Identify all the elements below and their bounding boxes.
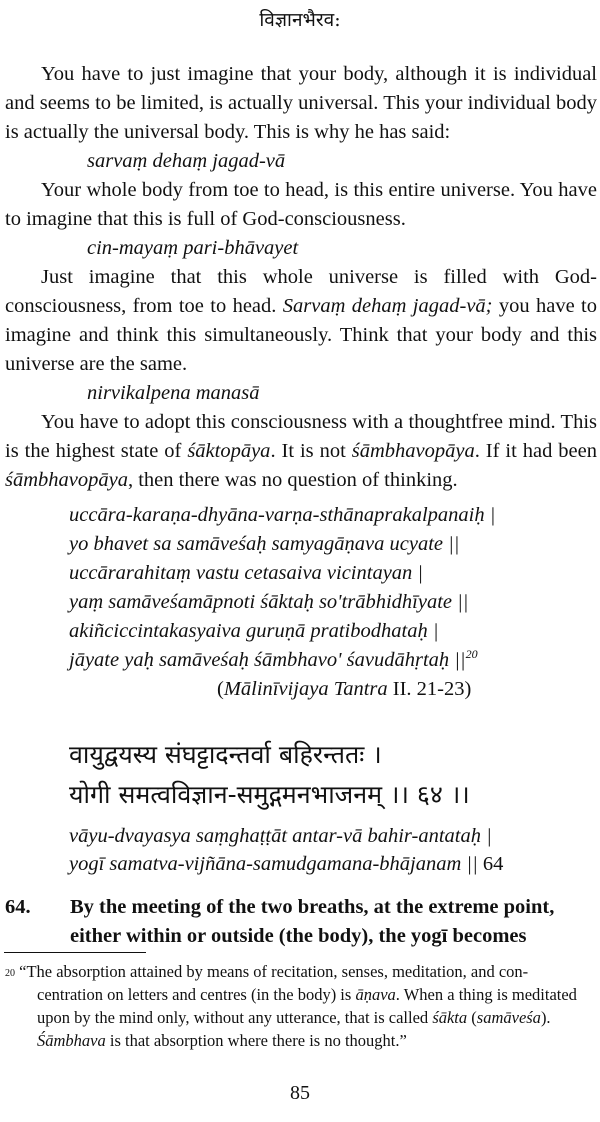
paragraph-3 xyxy=(5,263,597,379)
sanskrit-line-2: योगी समत्वविज्ञान-समुद्गमनभाजनम् ।। ६४ ।। xyxy=(69,780,470,809)
verse-line-6 xyxy=(69,646,597,675)
footnote-line-3-e: ). xyxy=(540,1008,551,1027)
verse-reference-open: ( xyxy=(217,678,224,700)
paragraph-4-text-c: . If it had been xyxy=(474,440,597,462)
paragraph-2: Your whole body from toe to head, is this entire universe. You have to imagine that this is full of God-consciousness. xyxy=(5,179,597,230)
transliteration-line-1: vāyu-dvayasya saṃghaṭṭāt antar-vā bahir-antataḥ | xyxy=(69,825,492,847)
translation-line-1: By the meeting of the two breaths, at the extreme point, xyxy=(70,896,555,918)
footnote-line-2 xyxy=(5,983,593,1006)
verse-line-2: yo bhavet sa samāveśaḥ samyagāṇava ucyate || xyxy=(69,533,460,555)
page-number: 85 xyxy=(290,1082,310,1104)
footnote-line-4 xyxy=(5,1029,593,1052)
footnote-line-3 xyxy=(5,1006,593,1029)
footnote-line-1: “The absorption attained by means of recitation, senses, meditation, and con- xyxy=(15,962,529,981)
translation-number: 64. xyxy=(5,896,31,918)
verse-reference xyxy=(69,675,597,704)
footnote-marker: 20 xyxy=(465,647,478,662)
paragraph-4-italic-a: śāktopāya xyxy=(187,440,271,462)
verse-reference-rest: II. 21-23) xyxy=(387,678,472,700)
footnote-line-2-a: centration on letters and centres (in the body) is xyxy=(37,985,356,1004)
paragraph-4-text-b: . It is not xyxy=(270,440,352,462)
footnote-line-2-c: . When a thing is meditated xyxy=(395,985,577,1004)
running-head: विज्ञानभैरव: xyxy=(259,9,341,31)
paragraph-4-italic-b: śāmbhavopāya xyxy=(351,440,475,462)
footnote-number: 20 xyxy=(5,968,15,979)
footnote-line-3-italic-a: śākta xyxy=(432,1008,468,1027)
footnote-line-3-italic-b: samāveśa xyxy=(476,1008,541,1027)
verse-line-6-text: jāyate yaḥ samāveśaḥ śāmbhavo' śavudāhṛtaḥ || xyxy=(69,649,466,671)
paragraph-3-italic: Sarvaṃ dehaṃ jagad-vā; xyxy=(282,295,493,317)
footnote-line-3-a: upon by the mind only, without any utterance, that is called xyxy=(37,1008,433,1027)
sanskrit-line-1: वायुद्वयस्य संघट्टादन्तर्वा बहिरन्ततः । xyxy=(69,740,382,769)
verse-reference-title: Mālinīvijaya Tantra xyxy=(223,678,388,700)
transliteration-line-2-text: yogī samatva-vijñāna-samudgamana-bhājanam || xyxy=(69,853,478,875)
verse-number: 64 xyxy=(477,853,504,875)
verse-line-1: uccāra-karaṇa-dhyāna-varṇa-sthānaprakalpanaiḥ | xyxy=(69,504,496,526)
verse-line-3: uccārarahitaṃ vastu cetasaiva vicintayan | xyxy=(69,562,424,584)
verse-line-5: akiñciccintakasyaiva guruṇā pratibodhataḥ | xyxy=(69,620,439,642)
quoted-phrase-2: cin-mayaṃ pari-bhāvayet xyxy=(87,237,299,259)
transliteration xyxy=(69,822,503,878)
transliteration-line-2 xyxy=(69,850,503,878)
quoted-phrase-1: sarvaṃ dehaṃ jagad-vā xyxy=(87,150,286,172)
footnote-line-3-c: ( xyxy=(467,1008,477,1027)
paragraph-4-italic-c: śāmbhavopāya xyxy=(5,469,128,491)
verse-translation xyxy=(5,893,597,951)
paragraph-4 xyxy=(5,408,597,495)
footnote-line-4-italic: Śāmbhava xyxy=(37,1031,106,1050)
translation-line-2: either within or outside (the body), the yogī becomes xyxy=(70,925,527,947)
footnote-line-2-italic: āṇava xyxy=(355,985,396,1004)
paragraph-3-text-b: you have to imagine and think this simultaneously. Think that your body and this universe are the same. xyxy=(5,295,597,375)
commentary-text xyxy=(5,60,597,704)
footnote-line-4-b: is that absorption where there is no thought.” xyxy=(105,1031,407,1050)
sanskrit-verse xyxy=(69,735,470,815)
verse-line-4: yaṃ samāveśamāpnoti śāktaḥ so'trābhidhīyate || xyxy=(69,591,469,613)
paragraph-1: You have to just imagine that your body, although it is individual and seems to be limited, is actually universal. This your individual body is actually the universal body. This is why he has said: xyxy=(5,63,597,143)
paragraph-3-text-a: Just imagine that this whole universe is filled with God-consciousness, from toe to head. xyxy=(5,266,597,317)
paragraph-4-text-d: , then there was no question of thinking. xyxy=(127,469,458,491)
quoted-phrase-3: nirvikalpena manasā xyxy=(87,382,260,404)
paragraph-4-text-a: You have to adopt this consciousness with a thoughtfree mind. This is the highest state of xyxy=(5,411,597,462)
quoted-verse xyxy=(5,501,597,704)
footnote-divider xyxy=(4,952,146,953)
footnote xyxy=(5,960,593,1052)
